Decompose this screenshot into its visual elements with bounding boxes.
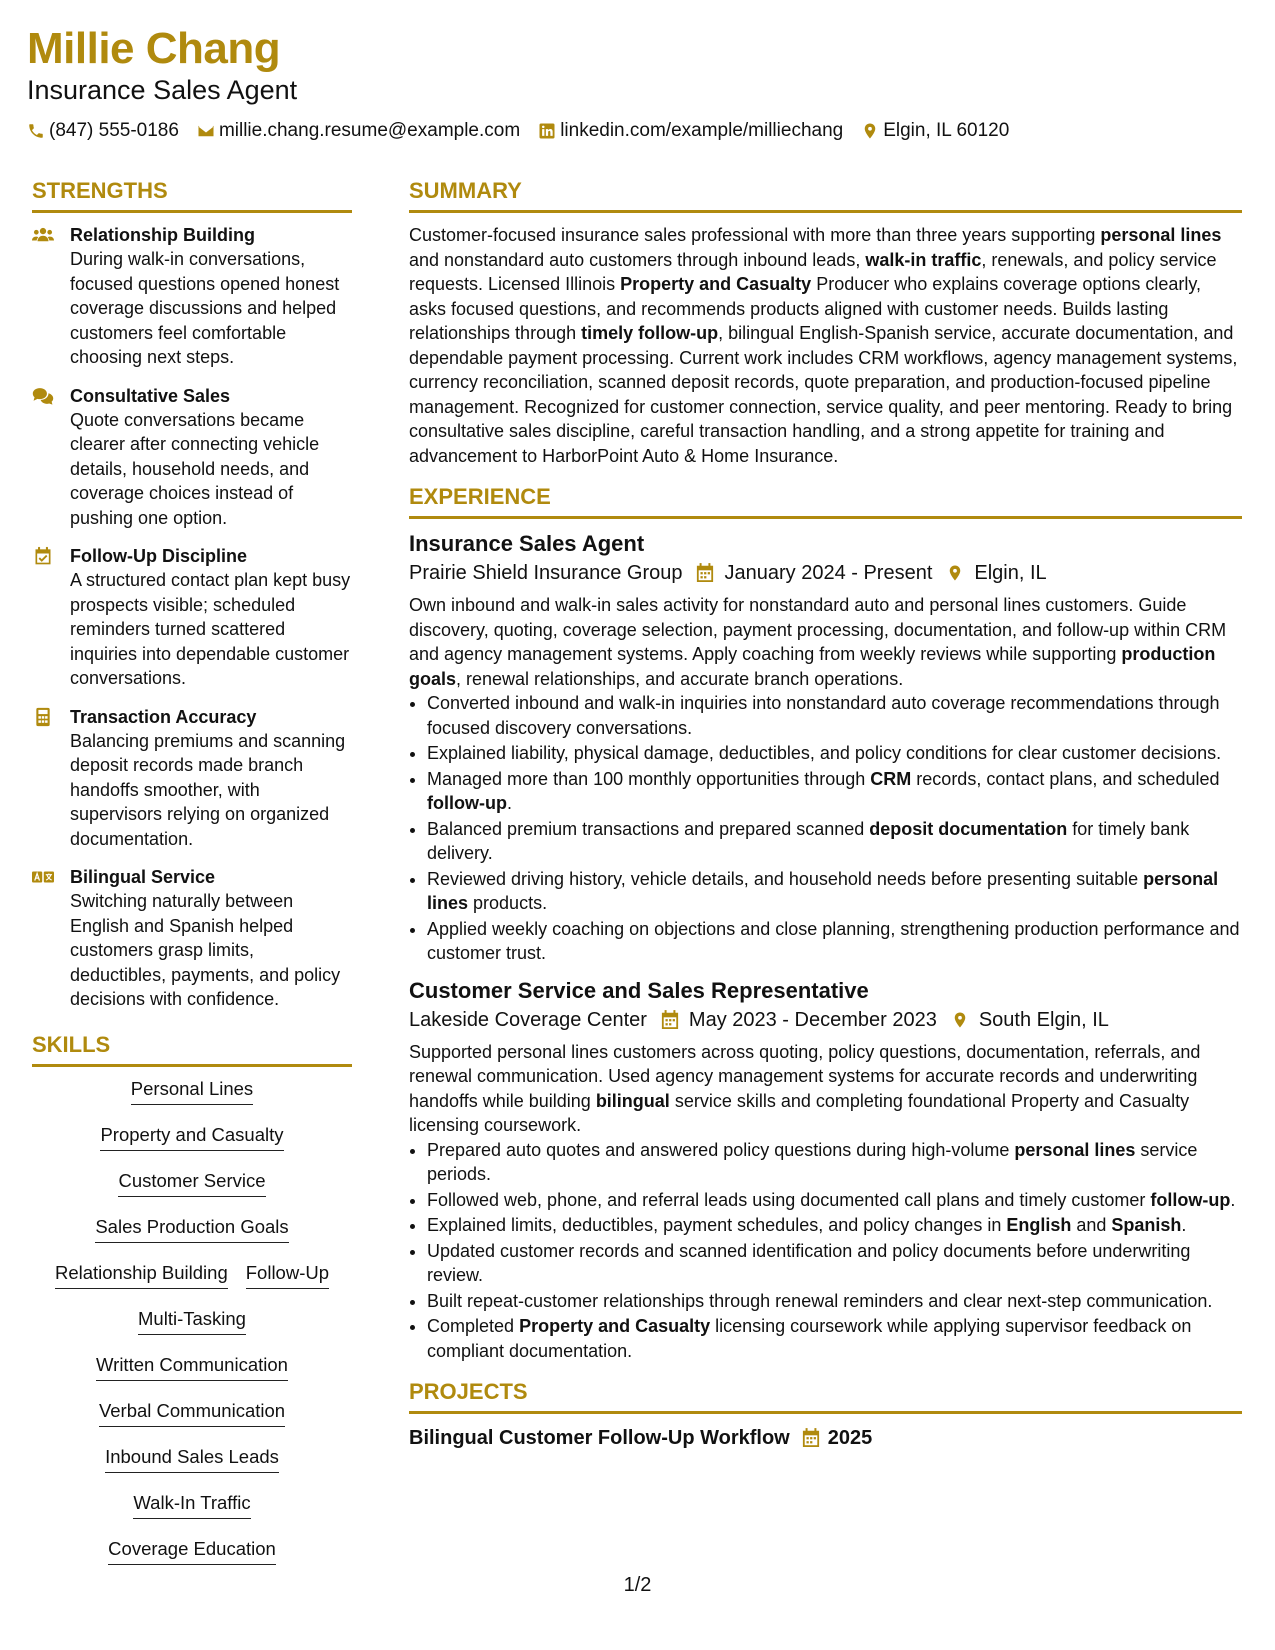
bullet-item: • Converted inbound and walk-in inquiries into nonstandard auto coverage recommendations through focused discovery conversations. — [427, 691, 1242, 740]
strength-item — [32, 384, 352, 531]
bullet-item: • Balanced premium transactions and prepared scanned deposit documentation for timely bank delivery. — [427, 817, 1242, 866]
comments-icon — [32, 386, 54, 406]
resume-header — [27, 22, 1247, 142]
job-company: Lakeside Coverage Center — [409, 1008, 647, 1031]
calculator-icon — [32, 707, 54, 727]
strength-desc: During walk-in conversations, focused questions opened honest coverage discussions and helped customers feel comfortable choosing next steps. — [70, 249, 340, 367]
skill-tag: Follow-Up — [246, 1261, 329, 1289]
strength-title: Follow-Up Discipline — [70, 546, 248, 566]
skill-tag: Written Communication — [96, 1353, 288, 1381]
strength-item — [32, 544, 352, 691]
location-pin-icon — [946, 563, 964, 583]
strength-item — [32, 865, 352, 1012]
summary-text: Customer-focused insurance sales professional with more than three years supporting personal lines and nonstandard auto customers through inbound leads, walk-in traffic, renewals, and policy service requests. Licensed Illinois Property and Casualty Producer who explains coverage options clearly, asks focused questions, and recommends products aligned with customer needs. Builds lasting relationships through timely follow-up, bilingual English-Spanish service, accurate documentation, and dependable payment processing. Current work includes CRM workflows, agency management systems, currency reconciliation, scanned deposit records, quote preparation, and production-focused pipeline management. Recognized for customer connection, service quality, and peer mentoring. Ready to bring consultative sales discipline, careful transaction handling, and a strong appetite for training and advancement to HarborPoint Auto & Home Insurance. — [409, 225, 1238, 466]
skill-tag: Walk-In Traffic — [133, 1491, 250, 1519]
bullet-item: • Managed more than 100 monthly opportunities through CRM records, contact plans, and scheduled follow-up. — [427, 767, 1242, 816]
job-meta — [409, 1006, 1242, 1034]
job-bullets — [409, 1138, 1242, 1364]
job-description: Supported personal lines customers across quoting, policy questions, documentation, referrals, and renewal communication. Used agency management systems for accurate records and underwriting handoffs while building bilingual service skills and completing foundational Property and Casualty licensing coursework. — [409, 1041, 1201, 1135]
contact-phone[interactable] — [27, 120, 179, 142]
skill-tag: Relationship Building — [55, 1261, 228, 1289]
contact-email[interactable] — [197, 120, 520, 142]
job-meta — [409, 559, 1242, 587]
location-pin-icon — [861, 122, 879, 140]
strength-desc: Quote conversations became clearer after connecting vehicle details, household needs, and coverage choices instead of pushing one option. — [70, 409, 320, 528]
candidate-title: Insurance Sales Agent — [27, 75, 298, 105]
page-number: 1/2 — [623, 1574, 652, 1596]
strength-title: Bilingual Service — [70, 867, 216, 887]
job-title: Insurance Sales Agent — [409, 531, 645, 556]
job-description: Own inbound and walk-in sales activity for nonstandard auto and personal lines customers. Guide discovery, quoting, coverage selection, payment processing, documentation, and follow-up within CRM and agency management systems. Apply coaching from weekly reviews while supporting production goals, renewal relationships, and accurate branch operations. — [409, 595, 1227, 689]
skill-tag: Coverage Education — [108, 1537, 276, 1565]
calendar-icon — [661, 1010, 679, 1030]
project-title: Bilingual Customer Follow-Up Workflow — [409, 1427, 790, 1449]
right-column — [409, 176, 1242, 1452]
calendar-check-icon — [32, 546, 54, 566]
skill-tag: Multi-Tasking — [138, 1307, 246, 1335]
job-location-text: Elgin, IL — [974, 562, 1047, 584]
left-column — [32, 176, 352, 1583]
envelope-icon — [197, 122, 215, 140]
strength-desc: A structured contact plan kept busy prospects visible; scheduled reminders turned scattered inquiries into dependable customer conversations. — [70, 570, 351, 688]
candidate-name: Millie Chang — [27, 24, 281, 73]
job-dates-text: May 2023 - December 2023 — [688, 1008, 937, 1031]
section-divider — [32, 1064, 352, 1067]
bullet-item: • Reviewed driving history, vehicle details, and household needs before presenting suitable personal lines products. — [427, 867, 1242, 916]
skill-tag: Personal Lines — [131, 1077, 253, 1105]
bullet-item: • Completed Property and Casualty licensing coursework while applying supervisor feedback on compliant documentation. — [427, 1314, 1242, 1363]
linkedin-text: linkedin.com/example/milliechang — [560, 120, 844, 141]
job-dates — [661, 1006, 937, 1034]
job-dates-text: January 2024 - Present — [724, 562, 933, 584]
skills-list — [32, 1077, 352, 1583]
contact-location — [861, 120, 1009, 142]
strengths-heading: STRENGTHS — [32, 178, 168, 203]
projects-heading: PROJECTS — [409, 1379, 528, 1404]
location-text: Elgin, IL 60120 — [883, 120, 1010, 141]
section-divider — [409, 516, 1242, 519]
linkedin-icon — [538, 122, 556, 140]
job-location-text: South Elgin, IL — [978, 1008, 1109, 1031]
bullet-item: • Applied weekly coaching on objections and close planning, strengthening production performance and customer trust. — [427, 917, 1242, 966]
job-dates — [696, 559, 932, 587]
skill-tag: Customer Service — [118, 1169, 265, 1197]
job-title: Customer Service and Sales Representative — [409, 977, 869, 1003]
bullet-item: • Explained limits, deductibles, payment schedules, and policy changes in English and Spanish. — [427, 1213, 1242, 1238]
job-location — [951, 1006, 1109, 1034]
job-bullets — [409, 691, 1242, 966]
skill-tag: Property and Casualty — [100, 1123, 283, 1151]
users-icon — [32, 225, 54, 245]
bullet-item: • Updated customer records and scanned identification and policy documents before underwriting review. — [427, 1239, 1242, 1288]
contact-row — [27, 120, 1247, 142]
bullet-item: • Followed web, phone, and referral leads using documented call plans and timely customer follow-up. — [427, 1188, 1242, 1213]
bullet-item: • Built repeat-customer relationships through renewal reminders and clear next-step communication. — [427, 1289, 1242, 1314]
strength-item — [32, 223, 352, 370]
skill-tag: Sales Production Goals — [95, 1215, 288, 1243]
skills-heading: SKILLS — [32, 1031, 111, 1057]
section-divider — [409, 210, 1242, 213]
contact-linkedin[interactable] — [538, 120, 843, 142]
project-entry — [409, 1424, 1242, 1452]
strength-item — [32, 705, 352, 852]
experience-heading: EXPERIENCE — [409, 484, 551, 509]
location-pin-icon — [951, 1010, 969, 1030]
strength-desc: Balancing premiums and scanning deposit records made branch handoffs smoother, with supervisors relying on organized documentation. — [70, 730, 346, 849]
skill-tag: Verbal Communication — [99, 1399, 285, 1427]
strength-desc: Switching naturally between English and Spanish helped customers grasp limits, deductibles, payments, and policy decisions with confidence. — [70, 891, 341, 1009]
summary-heading: SUMMARY — [409, 178, 522, 203]
project-year: 2025 — [827, 1427, 873, 1449]
email-text: millie.chang.resume@example.com — [218, 120, 521, 141]
calendar-icon — [696, 563, 714, 583]
language-icon — [32, 867, 54, 887]
strength-title: Transaction Accuracy — [70, 706, 257, 727]
bullet-item: • Prepared auto quotes and answered policy questions during high-volume personal lines service periods. — [427, 1138, 1242, 1187]
job-company: Prairie Shield Insurance Group — [409, 562, 683, 584]
skill-tag: Inbound Sales Leads — [105, 1445, 279, 1473]
bullet-item: • Explained liability, physical damage, deductibles, and policy conditions for clear customer decisions. — [427, 741, 1242, 766]
section-divider — [32, 210, 352, 213]
strength-title: Consultative Sales — [70, 385, 231, 406]
strength-title: Relationship Building — [70, 225, 255, 245]
job-entry — [409, 976, 1242, 1364]
phone-icon — [27, 122, 45, 140]
job-entry — [409, 529, 1242, 966]
section-divider — [409, 1411, 1242, 1414]
job-location — [946, 559, 1046, 587]
calendar-icon — [802, 1428, 820, 1448]
phone-text: (847) 555-0186 — [49, 120, 179, 141]
